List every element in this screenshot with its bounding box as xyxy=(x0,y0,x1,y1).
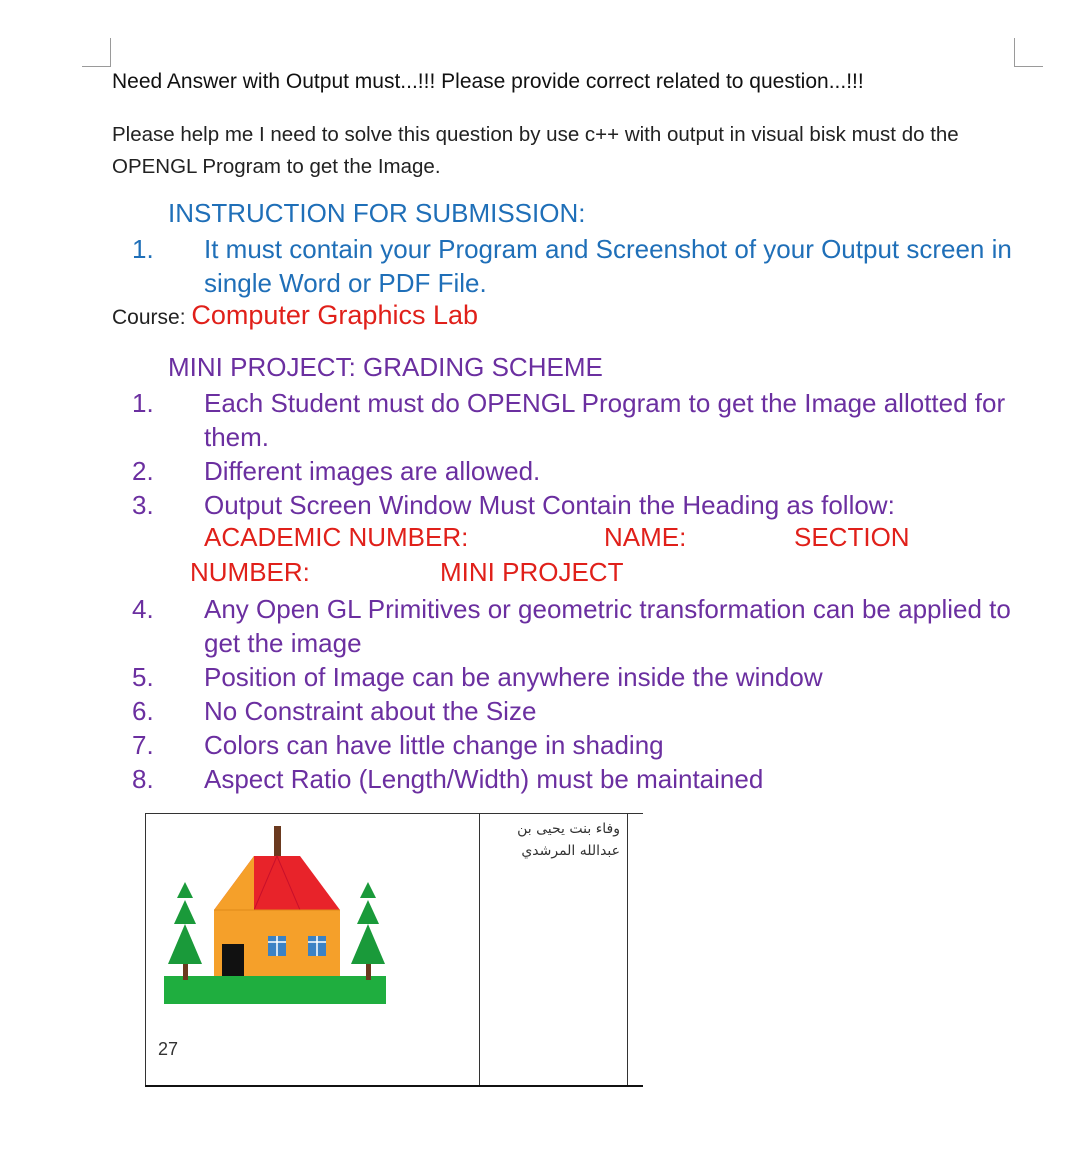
tree-left xyxy=(168,882,202,980)
heading-field-name: NAME: xyxy=(604,522,687,552)
grading-item-3 xyxy=(132,488,1048,522)
page-corner-mark-top-right xyxy=(1014,38,1043,67)
door xyxy=(222,944,244,976)
grading-item-4 xyxy=(132,592,1048,660)
grass-ground xyxy=(164,976,386,1004)
grading-item-text: Position of Image can be anywhere inside the window xyxy=(204,662,823,692)
page-corner-mark-top-left xyxy=(82,38,111,67)
grading-item-number: 6. xyxy=(132,696,154,726)
grading-item-7 xyxy=(132,728,1048,762)
tree-left-bottom xyxy=(168,924,202,964)
grading-item-number: 3. xyxy=(132,490,154,520)
table-border-left xyxy=(145,813,146,1087)
grading-item-number: 4. xyxy=(132,594,154,624)
tree-right xyxy=(351,882,385,980)
table-border-right xyxy=(627,813,628,1087)
grading-item-8 xyxy=(132,762,1048,796)
instruction-item-text: It must contain your Program and Screenshot of your Output screen in single Word or PDF File. xyxy=(204,234,1012,298)
grading-item-text: Any Open GL Primitives or geometric transformation can be applied to get the image xyxy=(204,594,1011,658)
table-border-bottom xyxy=(145,1085,643,1087)
mini-project-heading: MINI PROJECT: GRADING SCHEME xyxy=(168,352,603,382)
grading-item-2 xyxy=(132,454,1048,488)
student-name xyxy=(480,818,620,862)
heading-field-number: NUMBER: xyxy=(190,557,310,587)
grading-item-number: 7. xyxy=(132,730,154,760)
instruction-item-number: 1. xyxy=(132,234,154,264)
tree-left-middle xyxy=(174,900,196,924)
course-value: Computer Graphics Lab xyxy=(191,300,479,330)
chimney xyxy=(274,826,281,860)
student-name-line-1: وفاء بنت يحيى بن xyxy=(517,821,620,837)
grading-item-6 xyxy=(132,694,1048,728)
grading-list-part-1 xyxy=(132,386,1048,522)
house-left-wall-gable xyxy=(214,856,254,910)
tree-right-top xyxy=(360,882,376,898)
heading-field-mini-project: MINI PROJECT xyxy=(440,557,624,587)
question-body: Please help me I need to solve this question by use c++ with output in visual bisk must do the OPENGL Program to get the Image. xyxy=(112,123,959,178)
grading-item-text: Output Screen Window Must Contain the Heading as follow: xyxy=(204,490,895,520)
heading-field-academic-number: ACADEMIC NUMBER: xyxy=(204,522,469,552)
grading-item-text: Colors can have little change in shading xyxy=(204,730,664,760)
grading-item-number: 5. xyxy=(132,662,154,692)
grading-item-text: Each Student must do OPENGL Program to get the Image allotted for them. xyxy=(204,388,1006,452)
course-line xyxy=(112,300,478,331)
table-row-number: 27 xyxy=(158,1039,179,1059)
tree-left-top xyxy=(177,882,193,898)
tree-left-trunk xyxy=(183,964,188,980)
grading-item-5 xyxy=(132,660,1048,694)
course-label: Course: xyxy=(112,306,186,329)
heading-field-section: SECTION xyxy=(794,522,910,552)
grading-item-text: Different images are allowed. xyxy=(204,456,541,486)
instruction-heading: INSTRUCTION FOR SUBMISSION: xyxy=(168,198,586,228)
student-name-line-2: عبدالله المرشدي xyxy=(521,843,620,859)
house-image xyxy=(150,820,400,1030)
grading-item-1 xyxy=(132,386,1048,454)
tree-right-trunk xyxy=(366,964,371,980)
question-title: Need Answer with Output must...!!! Please provide correct related to question...!!! xyxy=(112,70,864,93)
grading-item-text: Aspect Ratio (Length/Width) must be maintained xyxy=(204,764,764,794)
grading-item-number: 1. xyxy=(132,388,154,418)
tree-right-bottom xyxy=(351,924,385,964)
instruction-item-1 xyxy=(132,232,1064,300)
grading-item-number: 2. xyxy=(132,456,154,486)
table-border-top xyxy=(145,813,643,814)
grading-list-part-2 xyxy=(132,592,1048,796)
tree-right-middle xyxy=(357,900,379,924)
grading-item-text: No Constraint about the Size xyxy=(204,696,537,726)
grading-item-number: 8. xyxy=(132,764,154,794)
